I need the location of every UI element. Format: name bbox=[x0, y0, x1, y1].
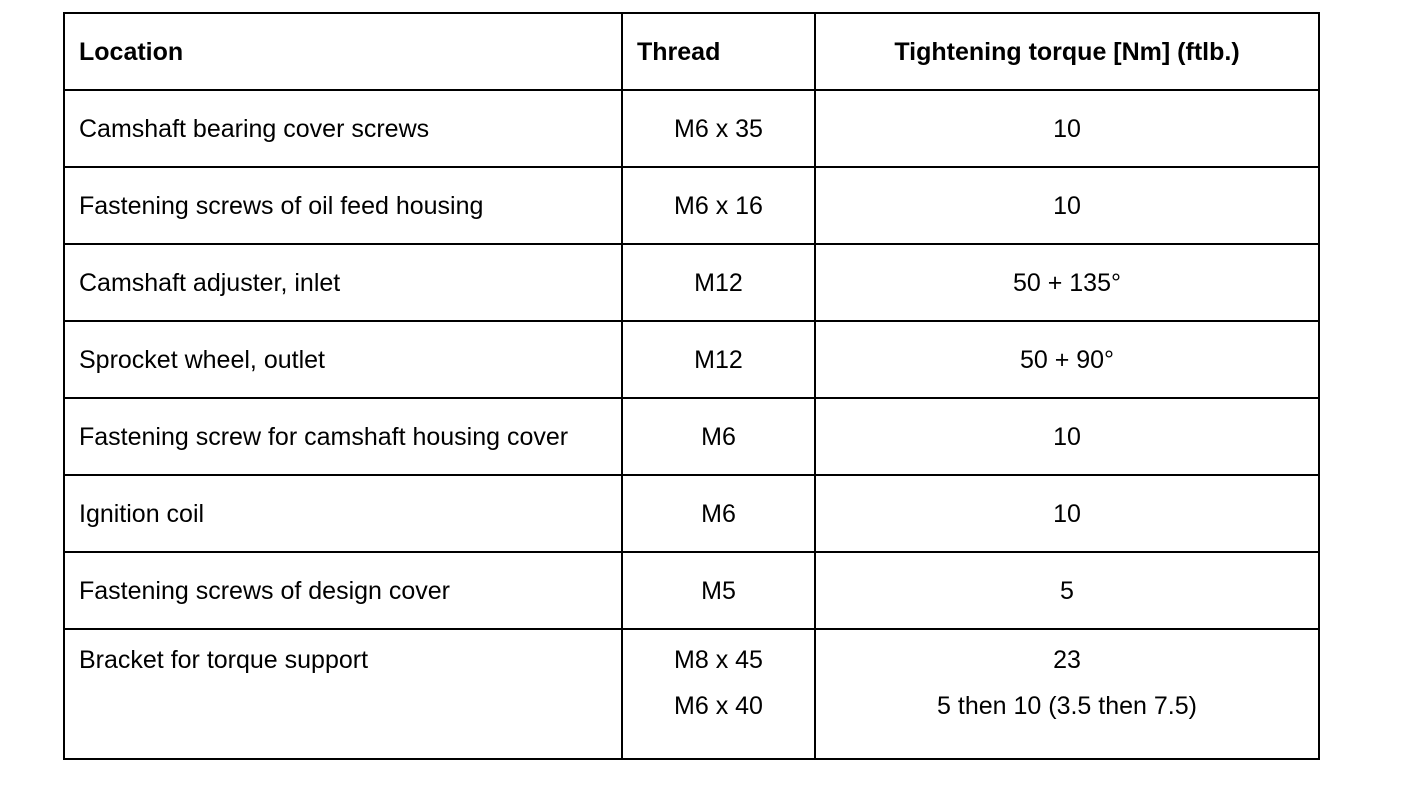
cell-torque: 10 bbox=[815, 475, 1319, 552]
cell-torque: 5 bbox=[815, 552, 1319, 629]
cell-torque bbox=[815, 629, 1319, 759]
cell-torque-line: 23 bbox=[1053, 646, 1081, 674]
cell-thread: M5 bbox=[622, 552, 815, 629]
table-row bbox=[64, 244, 1319, 321]
cell-thread: M12 bbox=[622, 244, 815, 321]
cell-thread: M6 bbox=[622, 475, 815, 552]
cell-torque: 50 + 90° bbox=[815, 321, 1319, 398]
cell-torque: 10 bbox=[815, 167, 1319, 244]
cell-torque: 50 + 135° bbox=[815, 244, 1319, 321]
cell-torque: 10 bbox=[815, 398, 1319, 475]
cell-location: Bracket for torque support bbox=[64, 629, 622, 759]
torque-specification-table bbox=[63, 12, 1320, 760]
header-thread: Thread bbox=[622, 13, 815, 90]
cell-location: Fastening screws of oil feed housing bbox=[64, 167, 622, 244]
cell-thread: M6 x 16 bbox=[622, 167, 815, 244]
cell-torque-line: 5 then 10 (3.5 then 7.5) bbox=[937, 692, 1197, 720]
cell-thread-line: M6 x 40 bbox=[674, 692, 763, 720]
cell-thread: M6 bbox=[622, 398, 815, 475]
table-row bbox=[64, 475, 1319, 552]
cell-thread: M12 bbox=[622, 321, 815, 398]
cell-torque: 10 bbox=[815, 90, 1319, 167]
table-row bbox=[64, 90, 1319, 167]
table-row bbox=[64, 552, 1319, 629]
cell-location: Camshaft bearing cover screws bbox=[64, 90, 622, 167]
table-row bbox=[64, 167, 1319, 244]
cell-thread-line: M8 x 45 bbox=[674, 646, 763, 674]
table-row bbox=[64, 321, 1319, 398]
cell-location: Camshaft adjuster, inlet bbox=[64, 244, 622, 321]
table-row bbox=[64, 398, 1319, 475]
cell-location: Sprocket wheel, outlet bbox=[64, 321, 622, 398]
table-row bbox=[64, 629, 1319, 759]
header-torque: Tightening torque [Nm] (ftlb.) bbox=[815, 13, 1319, 90]
cell-location: Fastening screws of design cover bbox=[64, 552, 622, 629]
cell-thread bbox=[622, 629, 815, 759]
table-header-row bbox=[64, 13, 1319, 90]
cell-location: Fastening screw for camshaft housing cover bbox=[64, 398, 622, 475]
header-location: Location bbox=[64, 13, 622, 90]
cell-thread: M6 x 35 bbox=[622, 90, 815, 167]
cell-location: Ignition coil bbox=[64, 475, 622, 552]
